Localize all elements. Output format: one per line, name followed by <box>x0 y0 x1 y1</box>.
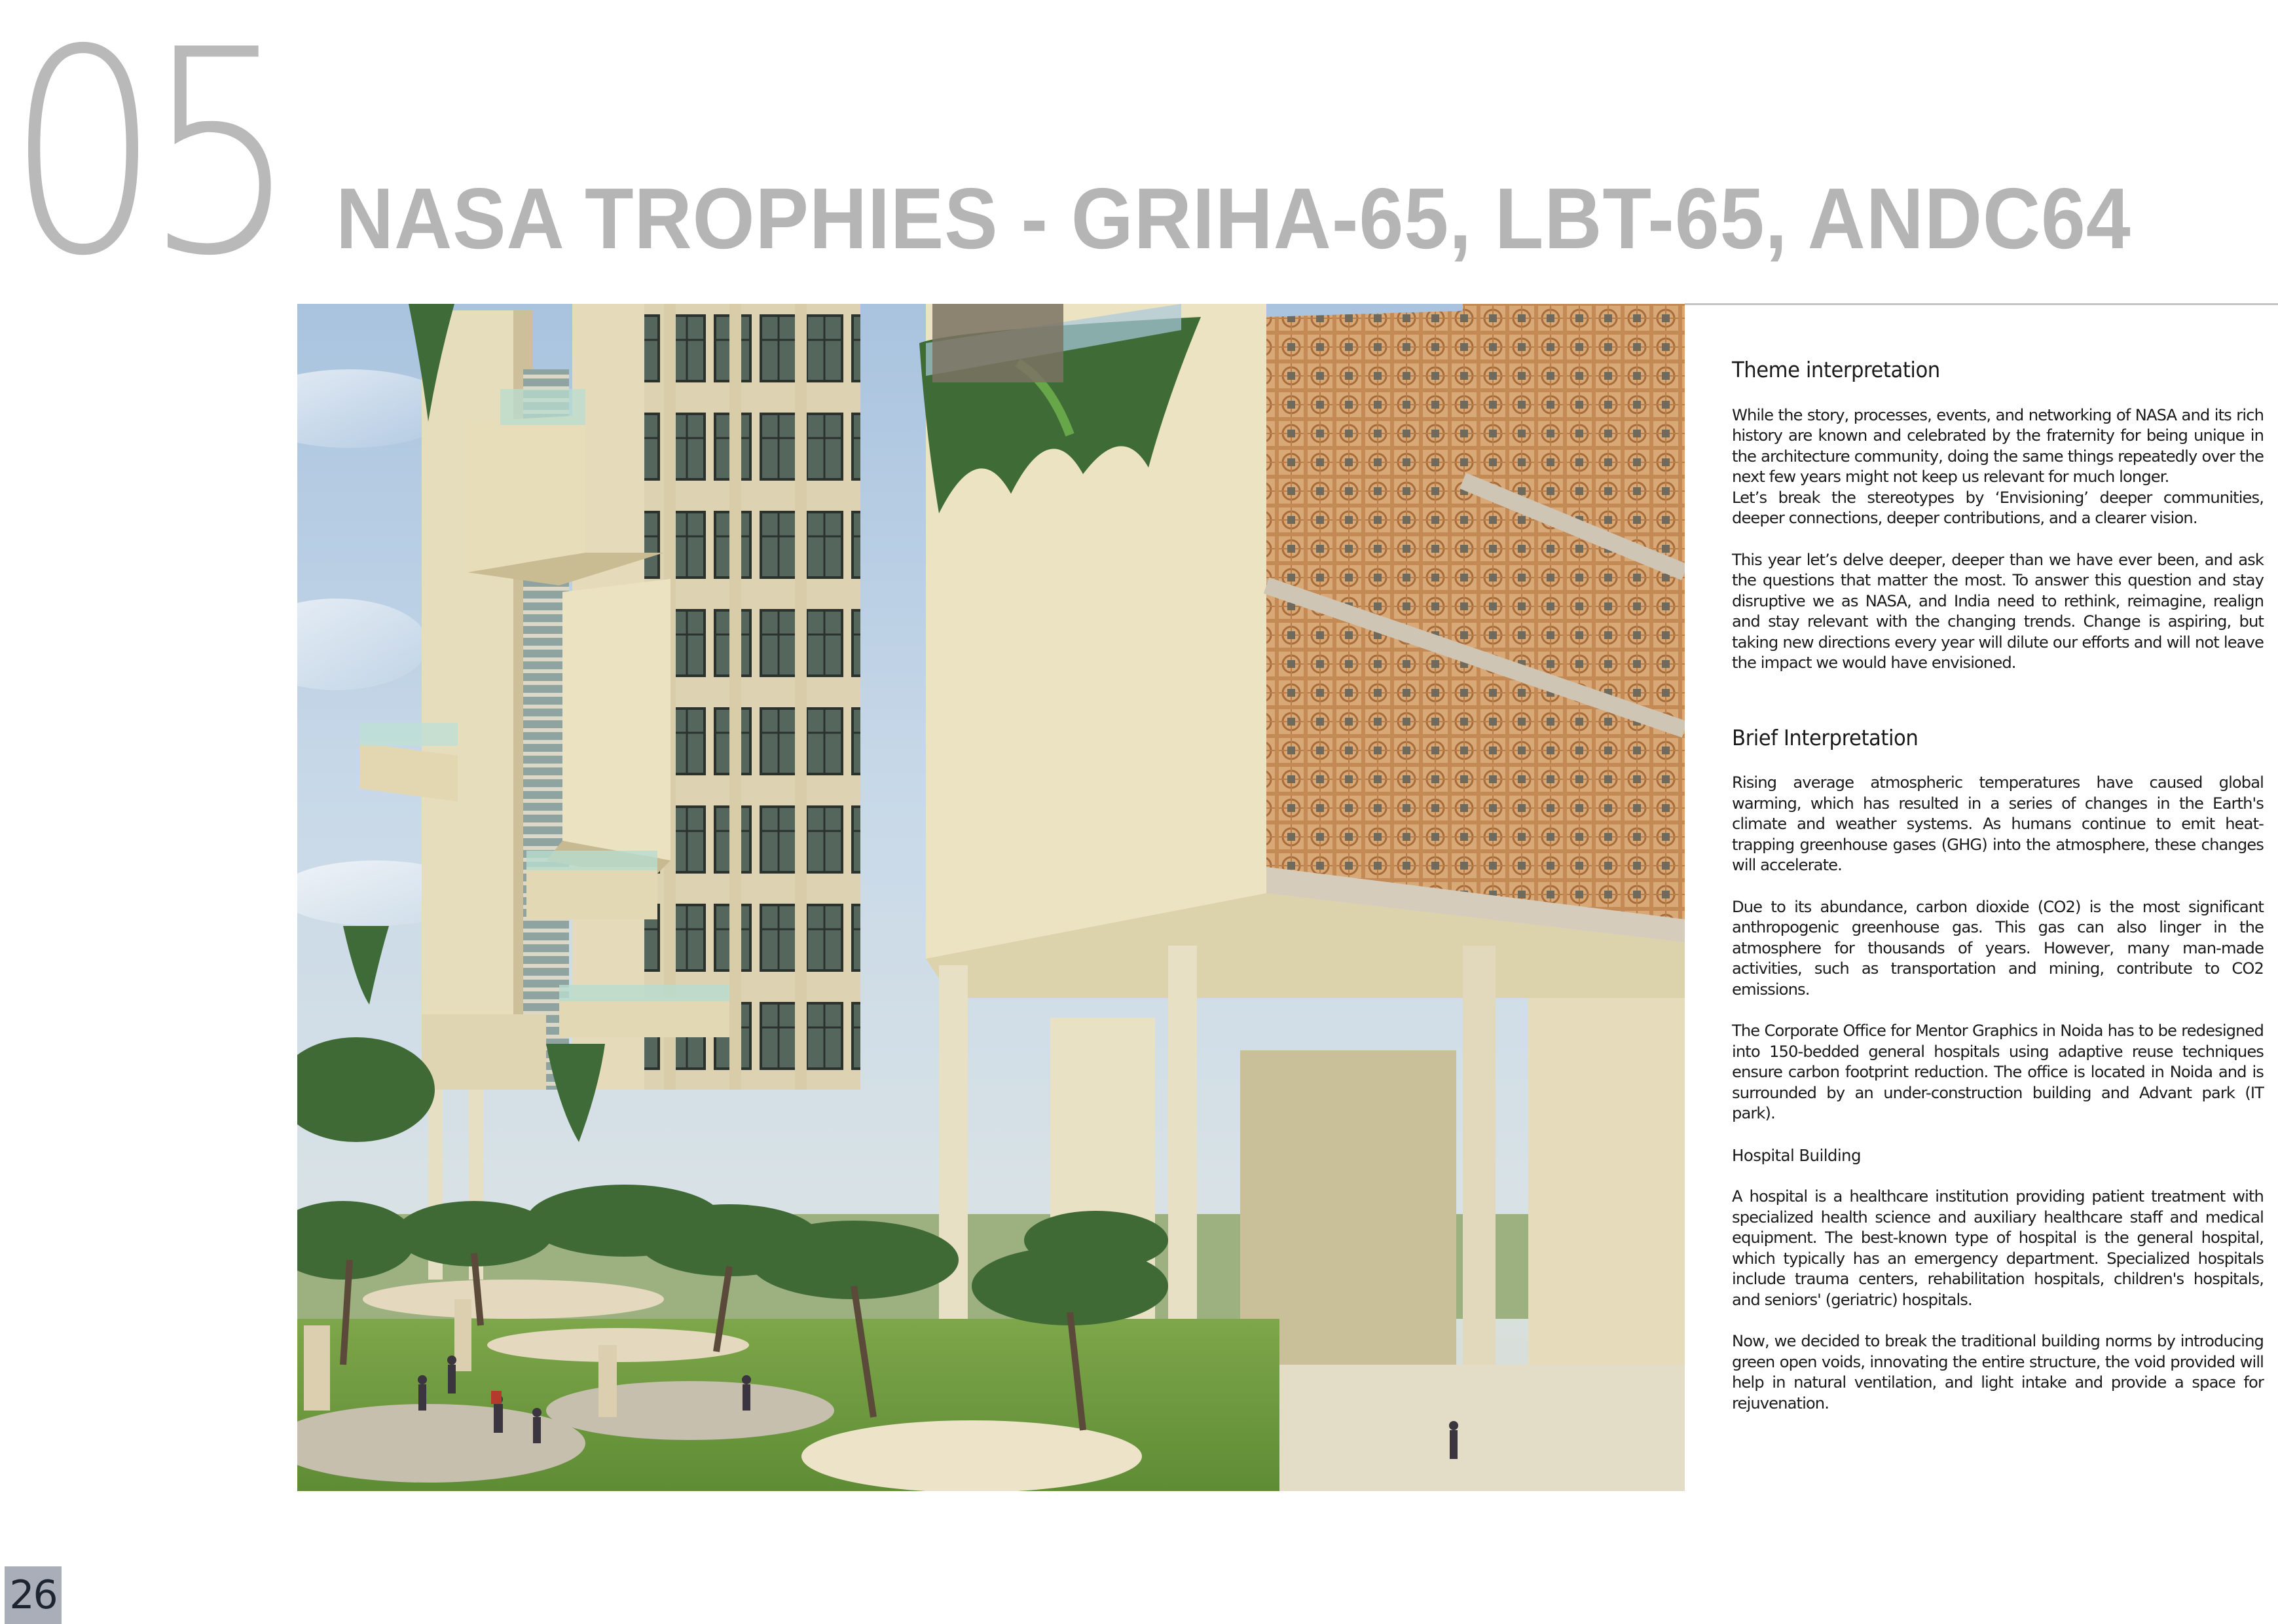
header-divider <box>1685 303 2278 305</box>
hospital-paragraph: Now, we decided to break the traditional building norms by introducing green open voids, innovating the entire structure, the void provided will help in natural ventilation, and light intake and provide a space for rejuvenation. <box>1732 1332 2264 1412</box>
architectural-render-image <box>297 304 1685 1491</box>
theme-paragraph: Let’s break the stereotypes by ‘Envisioning’ deeper communities, deeper connections, deeper contributions, and a clearer vision. <box>1732 488 2264 528</box>
theme-heading: Theme interpretation <box>1732 357 1940 382</box>
brief-paragraph: The Corporate Office for Mentor Graphics in Noida has to be redesigned into 150-bedded general hospitals using adaptive reuse techniques ensure carbon footprint reduction. The office is located in Noida and is surrounded by an under-construction building and Advant park (IT park). <box>1732 1022 2264 1123</box>
page-title: NASA TROPHIES - GRIHA-65, LBT-65, ANDC64 <box>336 170 2131 267</box>
section-number: 05 <box>7 0 281 318</box>
page-number: 26 <box>9 1572 57 1618</box>
hospital-paragraph: A hospital is a healthcare institution providing patient treatment with specialized health science and auxiliary healthcare staff and medical equipment. The best-known type of hospital is the general hospital, which typically has an emergency department. Specialized hospitals include trauma centers, rehabilitation hospitals, children's hospitals, and seniors' (geriatric) hospitals. <box>1732 1187 2264 1309</box>
hospital-heading: Hospital Building <box>1732 1145 1861 1165</box>
page-number-badge <box>5 1566 62 1624</box>
brief-heading: Brief Interpretation <box>1732 724 1919 750</box>
brief-paragraph: Due to its abundance, carbon dioxide (CO2) is the most significant anthropogenic greenhouse gas. This gas can also linger in the atmosphere for thousands of years. However, many man-made activities, such as transportation and mining, contribute to CO2 emissions. <box>1732 897 2264 999</box>
brief-paragraph: Rising average atmospheric temperatures have caused global warming, which has resulted in a series of changes in the Earth's climate and weather systems. As humans continue to emit heat-trapping greenhouse gases (GHG) into the atmosphere, these changes will accelerate. <box>1732 773 2264 875</box>
theme-paragraph: While the story, processes, events, and networking of NASA and its rich history are known and celebrated by the fraternity for being unique in the architecture community, doing the same things repeatedly over the next few years might not keep us relevant for much longer. <box>1732 405 2264 487</box>
text-column <box>1732 357 2264 1414</box>
theme-paragraph: This year let’s delve deeper, deeper than we have ever been, and ask the questions that matter the most. To answer this question and stay disruptive we as NASA, and India need to rethink, reimagine, realign and stay relevant with the changing trends. Change is aspiring, but taking new directions every year will dilute our efforts and will not leave the impact we would have envisioned. <box>1732 550 2264 673</box>
